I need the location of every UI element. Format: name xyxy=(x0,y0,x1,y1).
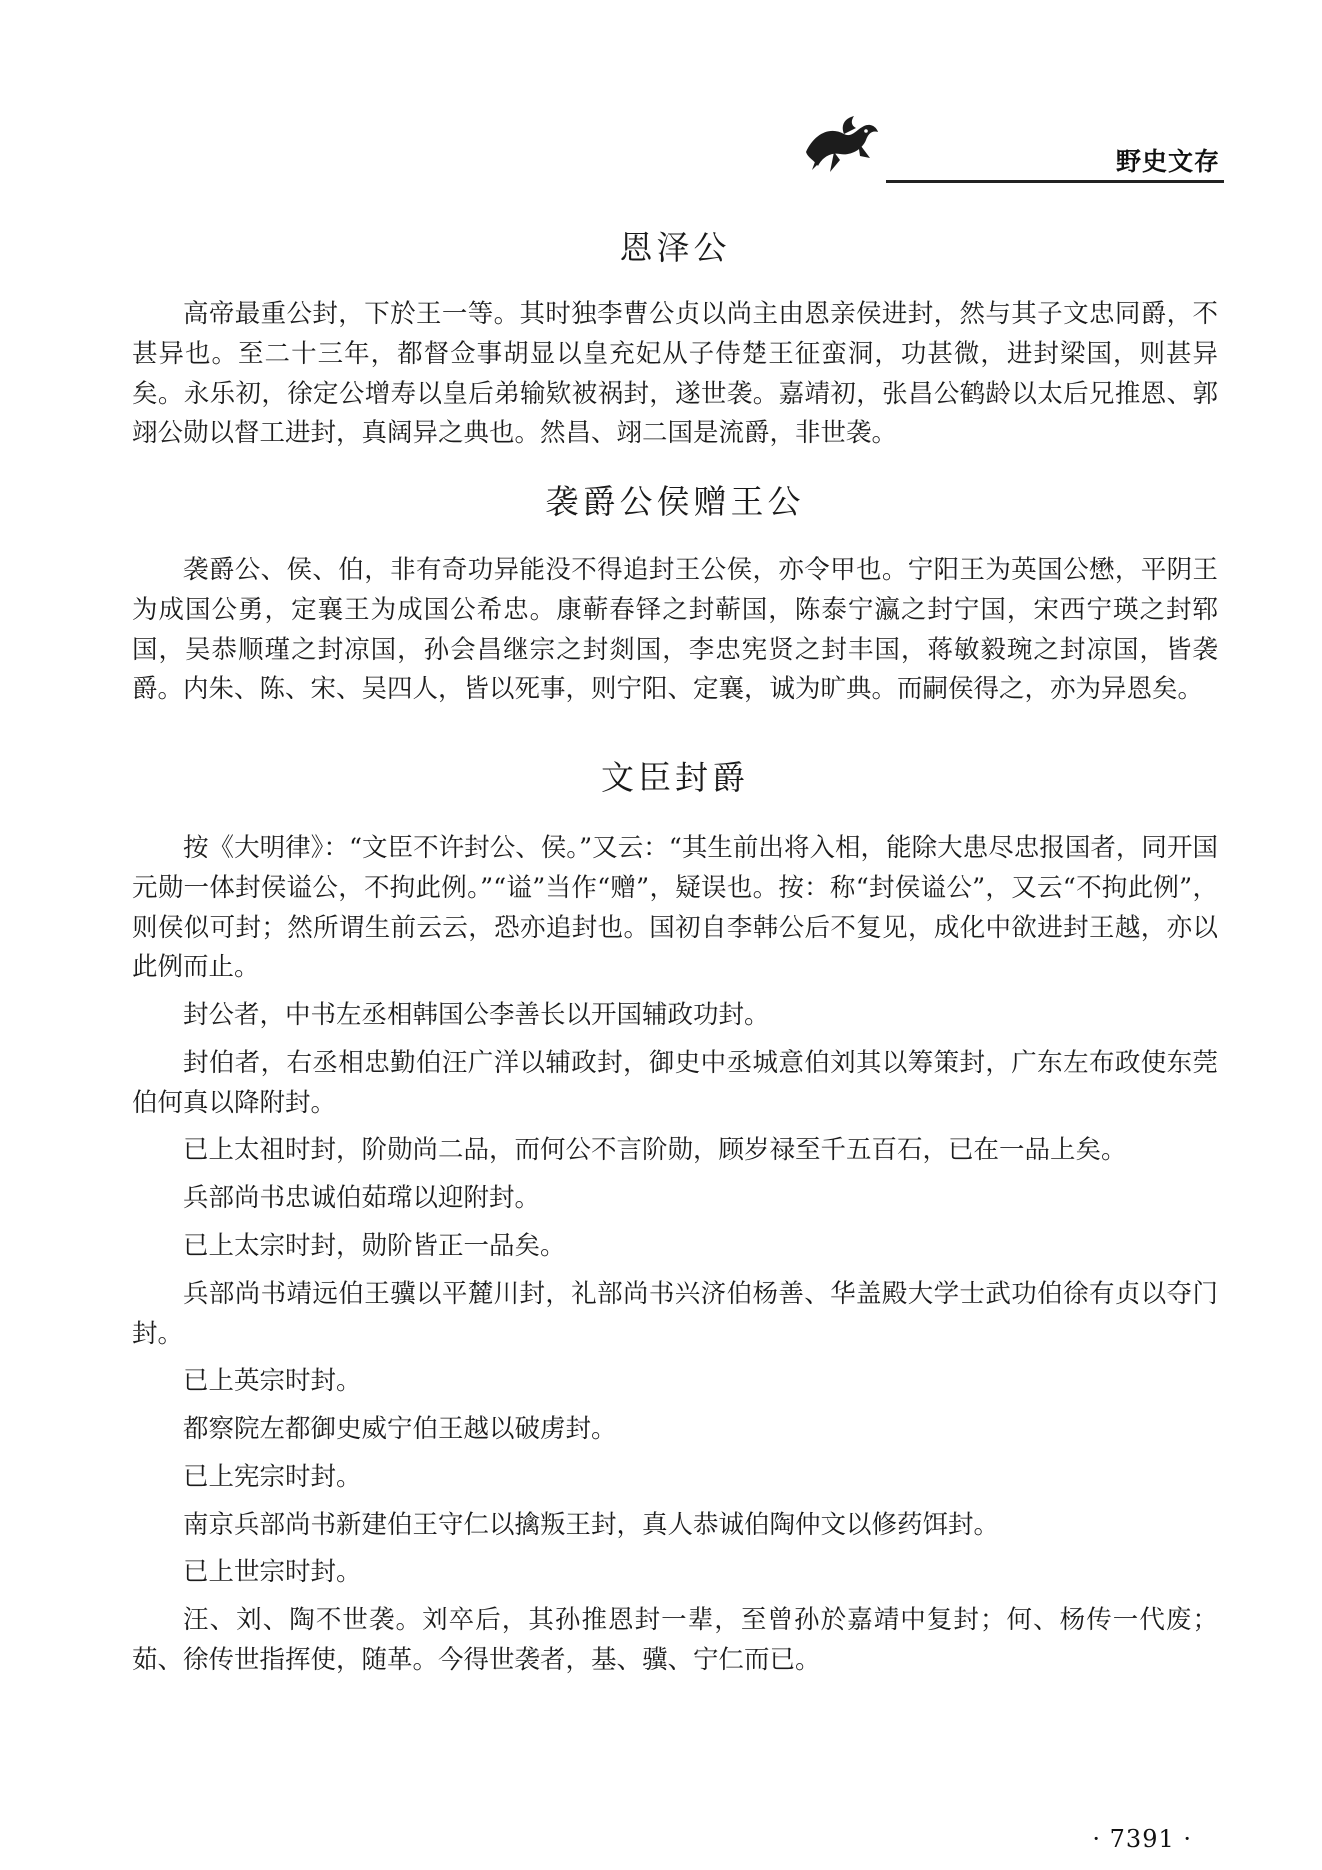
section-title: 袭爵公侯赠王公 xyxy=(545,482,805,522)
paragraph: 已上太宗时封，勋阶皆正一品矣。 xyxy=(183,1231,566,1262)
paragraph: 已上世宗时封。 xyxy=(183,1557,362,1588)
section-wenchen-fengjue xyxy=(132,752,1218,1681)
paragraph: 已上太祖时封，阶勋尚二品，而何公不言阶勋，顾岁禄至千五百石，已在一品上矣。 xyxy=(183,1135,1127,1166)
dragon-icon xyxy=(800,112,882,174)
paragraph: 都察院左都御史威宁伯王越以破虏封。 xyxy=(183,1414,617,1445)
paragraph: 汪、刘、陶不世袭。刘卒后，其孙推恩封一辈，至曾孙於嘉靖中复封；何、杨传一代废；茹、徐传世指挥使，随革。今得世袭者，基、骥、宁仁而已。 xyxy=(132,1605,1218,1675)
paragraph: 封伯者，右丞相忠勤伯汪广洋以辅政封，御史中丞城意伯刘其以筹策封，广东左布政使东莞伯何真以降附封。 xyxy=(132,1047,1218,1118)
paragraph: 高帝最重公封，下於王一等。其时独李曹公贞以尚主由恩亲侯进封，然与其子文忠同爵，不甚异也。至二十三年，都督佥事胡显以皇充妃从子侍楚王征蛮洞，功甚微，进封梁国，则甚异矣。永乐初，徐定公增寿以皇后弟输欵被祸封，遂世袭。嘉靖初，张昌公鹤龄以太后兄推恩、郭翊公勋以督工进封，真阔异之典也。然昌、翊二国是流爵，非世袭。 xyxy=(132,299,1218,449)
paragraph: 已上英宗时封。 xyxy=(183,1366,362,1397)
section-enze-gong xyxy=(132,222,1218,454)
paragraph: 已上宪宗时封。 xyxy=(183,1461,362,1492)
paragraph: 袭爵公、侯、伯，非有奇功异能没不得追封王公侯，亦令甲也。宁阳王为英国公懋，平阴王为成国公勇，定襄王为成国公希忠。康蕲春铎之封蕲国，陈泰宁瀛之封宁国，宋西宁瑛之封郓国，吴恭顺瑾之封凉国，孙会昌继宗之封剡国，李忠宪贤之封丰国，蒋敏毅琬之封凉国，皆袭爵。内朱、陈、宋、吴四人，皆以死事，则宁阳、定襄，诚为旷典。而嗣侯得之，亦为异恩矣。 xyxy=(132,555,1218,705)
section-title: 文臣封爵 xyxy=(601,758,749,798)
running-header xyxy=(800,100,1224,186)
paragraph: 封公者，中书左丞相韩国公李善长以开国辅政功封。 xyxy=(183,1000,770,1031)
section-title: 恩泽公 xyxy=(619,228,731,267)
paragraph: 按《大明律》：“文臣不许封公、侯。”又云：“其生前出将入相，能除大患尽忠报国者，同开国元勋一体封侯谥公，不拘此例。”“谥”当作“赠”，疑误也。按：称“封侯谥公”，又云“不拘此例”，则侯似可封；然所谓生前云云，恐亦追封也。国初自李韩公后不复见，成化中欲进封王越，亦以此例而止。 xyxy=(132,833,1218,983)
page-content xyxy=(132,222,1218,1689)
paragraph: 兵部尚书靖远伯王骥以平麓川封，礼部尚书兴济伯杨善、华盖殿大学士武功伯徐有贞以夺门封。 xyxy=(132,1278,1218,1349)
page-number: · 7391 · xyxy=(1092,1825,1192,1853)
header-title: 野史文存 xyxy=(1115,147,1220,176)
header-rule xyxy=(886,180,1224,183)
paragraph: 南京兵部尚书新建伯王守仁以擒叛王封，真人恭诚伯陶仲文以修药饵封。 xyxy=(183,1509,1000,1540)
section-xijue-gonghou xyxy=(132,476,1218,710)
paragraph: 兵部尚书忠诚伯茹瑺以迎附封。 xyxy=(183,1183,541,1214)
